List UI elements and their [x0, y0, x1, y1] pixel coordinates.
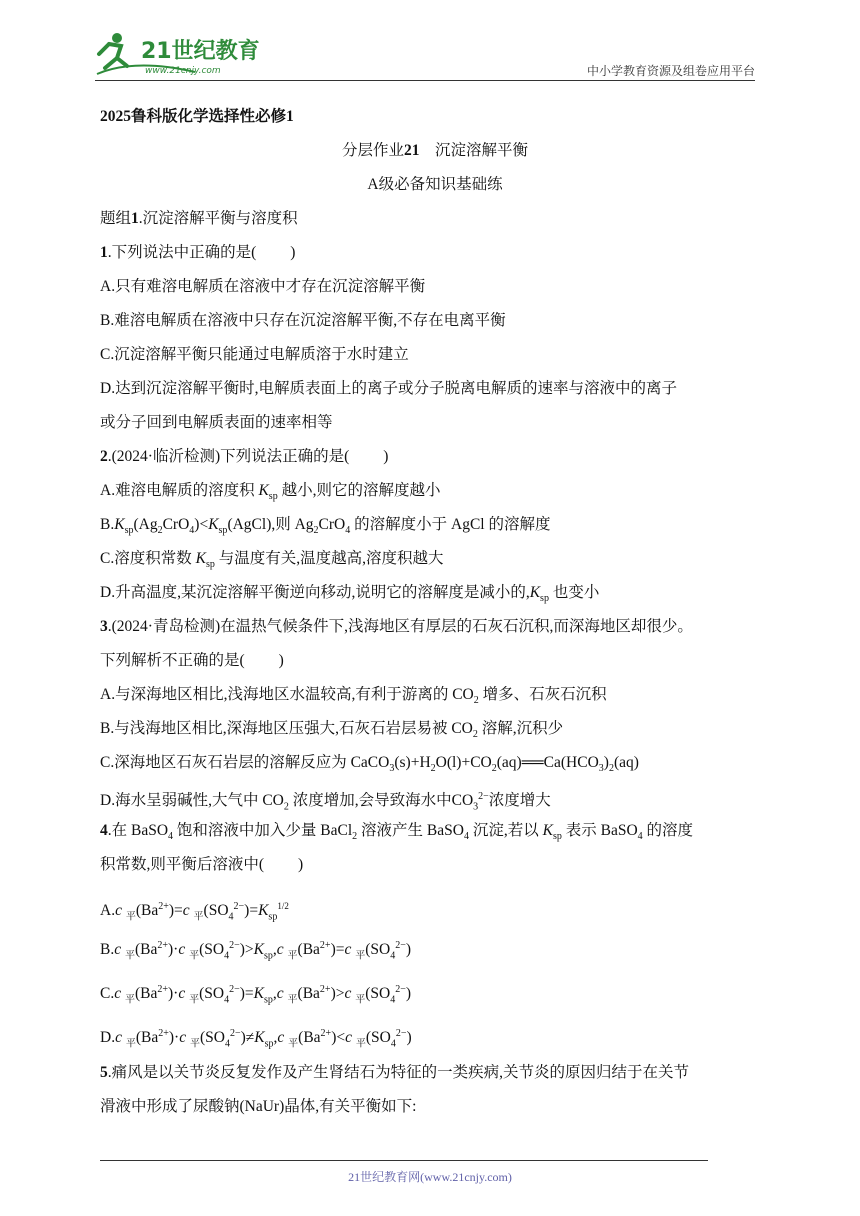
q1-stem: 1.下列说法中正确的是( ) — [100, 244, 296, 261]
svg-text:21世纪教育: 21世纪教育 — [141, 39, 260, 64]
group-heading: 题组1.沉淀溶解平衡与溶度积 — [100, 210, 298, 227]
footer-text[interactable]: 21世纪教育网(www.21cnjy.com) — [348, 1170, 512, 1184]
page-header — [95, 28, 755, 80]
q4-option-d: D.c $_平(Ba^{2+})\cdot c$ $_平(SO_4^{2-})\ne K_{sp},c$ $_平(Ba^{2+})<c$ $_平(SO_4^{2-})$ — [100, 1028, 412, 1050]
q4-option-a: A.c $_平(Ba^{2+})=c$ $_平(SO_4^{2-})=K_{sp}^{1/2}$ — [100, 901, 289, 923]
q2-option-a: A.难溶电解质的溶度积 $K_{sp}$ 越小,则它的溶解度越小 — [100, 482, 441, 503]
q2-option-b: $B.K_{sp}(Ag_2CrO_4)<K_{sp}(AgCl)$,则 $Ag_2CrO_4$ 的溶解度小于 AgCl 的溶解度 — [100, 516, 551, 537]
q4-option-c: C.c $_平(Ba^{2+})\cdot c$ $_平(SO_4^{2-})=K_{sp},c$ $_平(Ba^{2+})>c$ $_平(SO_4^{2-})$ — [100, 984, 412, 1006]
platform-label: 中小学教育资源及组卷应用平台 — [586, 64, 755, 78]
q1-option-b: B.难溶电解质在溶液中只存在沉淀溶解平衡,不存在电离平衡 — [100, 312, 506, 329]
q4-stem-line2: 积常数,则平衡后溶液中( ) — [100, 856, 304, 873]
q2-option-d: D.升高温度,某沉淀溶解平衡逆向移动,说明它的溶解度是减小的$,K_{sp}$ 也变小 — [100, 584, 600, 605]
footer-divider — [100, 1160, 708, 1161]
page-title: 分层作业21 沉淀溶解平衡 — [341, 142, 529, 159]
q3-option-a: A.与深海地区相比,浅海地区水温较高,有利于游离的 $CO_2$ 增多、石灰石沉积 — [100, 686, 607, 707]
q3-stem-line2: 下列解析不正确的是( ) — [100, 652, 284, 669]
q5-stem-line1: 5.痛风是以关节炎反复发作及产生肾结石为特征的一类疾病,关节炎的原因归结于在关节 — [100, 1064, 690, 1081]
q1-option-d-line2: 或分子回到电解质表面的速率相等 — [100, 414, 333, 431]
q4-stem-line1: 4.在 BaSO$_4$ 饱和溶液中加入少量 BaCl$_2$ 溶液产生 BaSO$_4$ 沉淀,若以 $K_{sp}$ 表示 BaSO$_4$ 的溶度 — [100, 822, 694, 843]
logo-21cnjy-icon — [95, 28, 265, 78]
book-title: 2025鲁科版化学选择性必修1 — [100, 108, 294, 125]
q4-option-b: B.c $_平(Ba^{2+})\cdot c$ $_平(SO_4^{2-})>K_{sp},c$ $_平(Ba^{2+})=c$ $_平(SO_4^{2-})$ — [100, 940, 412, 962]
q3-option-c: C.深海地区石灰石岩层的溶解反应为 $CaCO_3(s)+H_2O(l)+CO_2(aq)══Ca(HCO_3)_2(aq)$ — [100, 754, 639, 775]
q2-stem: 2.(2024·临沂检测)下列说法正确的是( ) — [100, 448, 389, 465]
header-divider — [95, 80, 755, 81]
q1-option-d-line1: D.达到沉淀溶解平衡时,电解质表面上的离子或分子脱离电解质的速率与溶液中的离子 — [100, 380, 677, 397]
q3-option-d: D.海水呈弱碱性,大气中 $CO_2$ 浓度增加,会导致海水中$CO_3^{2-}$浓度增大 — [100, 791, 551, 813]
q3-stem-line1: 3.(2024·青岛检测)在温热气候条件下,浅海地区有厚层的石灰石沉积,而深海地区却很少。 — [100, 618, 693, 635]
q2-option-c: C.溶度积常数 $K_{sp}$ 与温度有关,温度越高,溶度积越大 — [100, 550, 444, 571]
q5-stem-line2: 滑液中形成了尿酸钠(NaUr)晶体,有关平衡如下: — [100, 1098, 417, 1115]
level-heading: A级必备知识基础练 — [367, 176, 503, 193]
q1-option-a: A.只有难溶电解质在溶液中才存在沉淀溶解平衡 — [100, 278, 426, 295]
svg-text:www.21cnjy.com: www.21cnjy.com — [145, 66, 221, 76]
q3-option-b: B.与浅海地区相比,深海地区压强大,石灰石岩层易被 $CO_2$ 溶解,沉积少 — [100, 720, 564, 741]
document-body — [100, 100, 770, 1124]
q1-option-c: C.沉淀溶解平衡只能通过电解质溶于水时建立 — [100, 346, 409, 363]
